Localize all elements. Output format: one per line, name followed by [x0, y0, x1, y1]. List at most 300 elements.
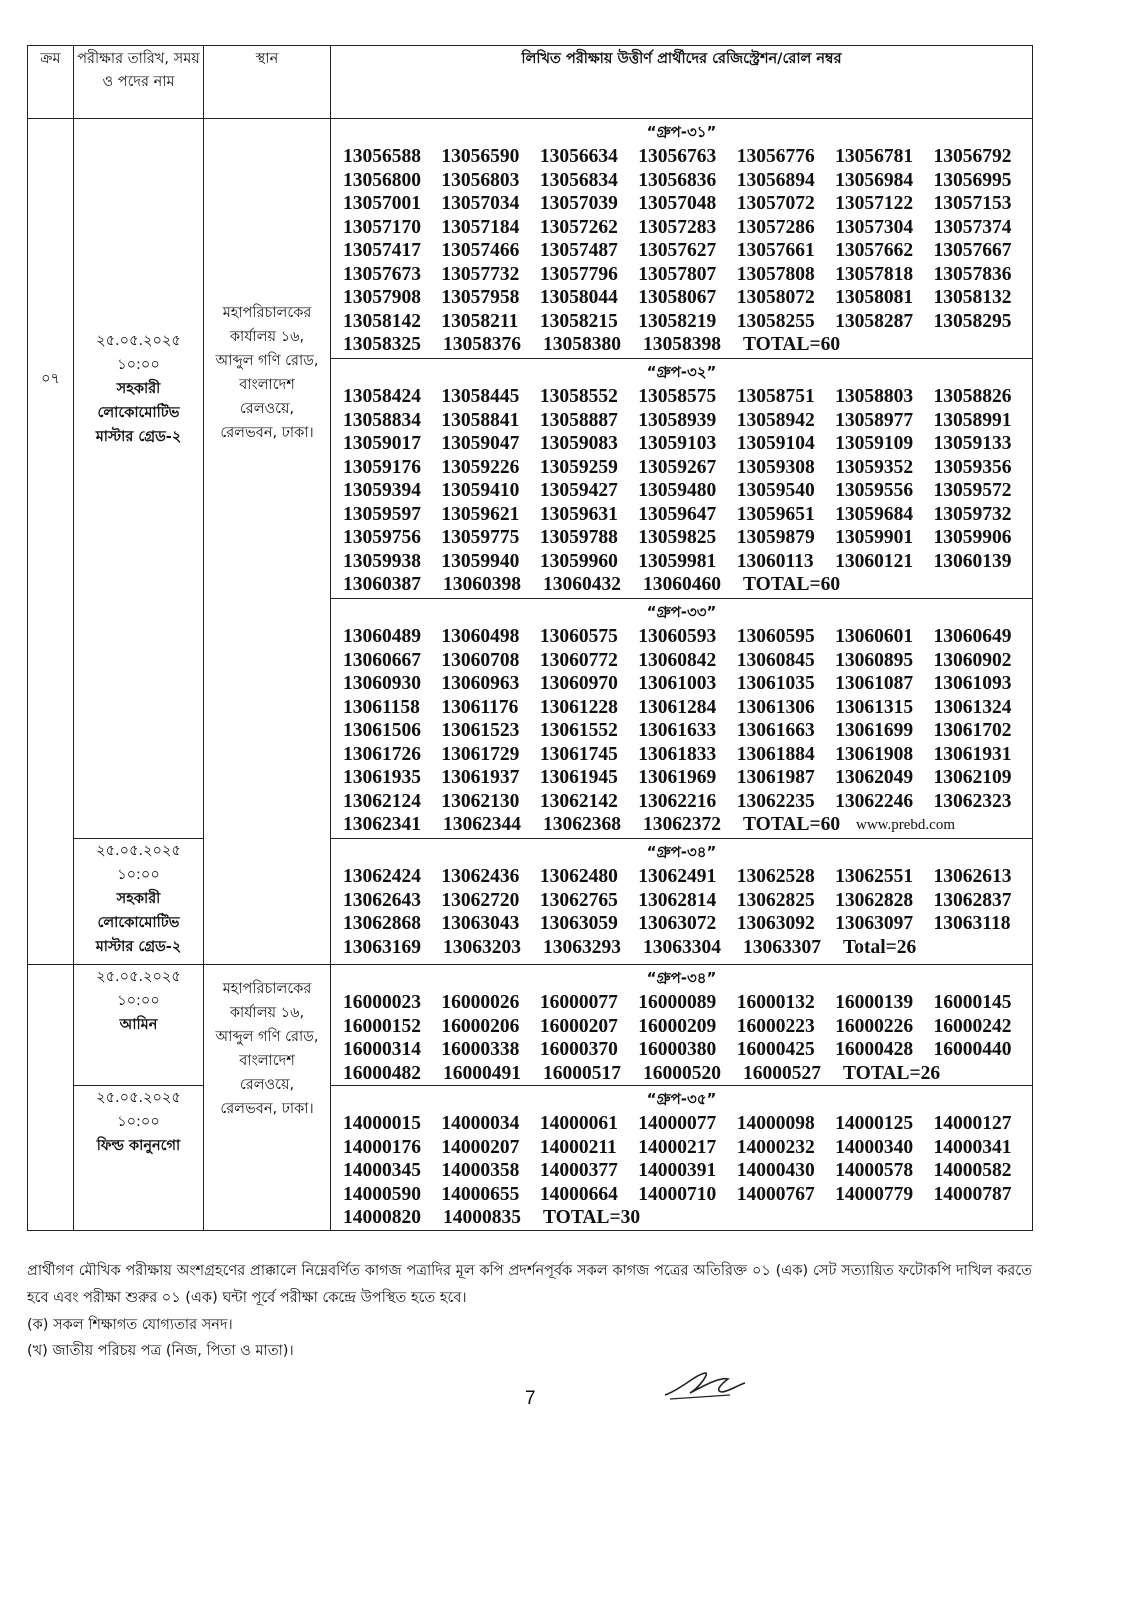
roll-number: 13056763 — [638, 146, 717, 167]
roll-number: 13058072 — [736, 287, 815, 308]
roll-number: 13057661 — [736, 240, 815, 261]
roll-number-list — [331, 385, 1032, 597]
exam-time: ১০:০০ — [117, 1114, 160, 1130]
roll-number: 13061633 — [638, 720, 717, 741]
roll-number: 16000226 — [835, 1015, 914, 1037]
roll-number: 16000425 — [736, 1039, 815, 1060]
roll-number: 13058295 — [933, 310, 1012, 332]
roll-number: 13060601 — [835, 626, 914, 647]
roll-number: 14000061 — [539, 1113, 618, 1134]
roll-number: 13058081 — [835, 287, 914, 308]
roll-number: 13060902 — [933, 649, 1012, 671]
roll-number: 13058841 — [441, 409, 520, 431]
roll-number: 13060593 — [638, 626, 717, 647]
roll-number: 13060845 — [736, 649, 815, 671]
roll-number: 13059356 — [933, 456, 1012, 478]
roll-number: 13061306 — [736, 696, 815, 718]
roll-number-row — [343, 385, 1032, 409]
roll-number-row — [343, 936, 1032, 960]
roll-number: 13056590 — [441, 146, 520, 167]
group-total: TOTAL=26 — [843, 1062, 941, 1084]
roll-number: 13057673 — [343, 263, 421, 285]
roll-number: 14000015 — [343, 1113, 421, 1134]
roll-number: 13061158 — [343, 696, 420, 718]
exam-time: ১০:০০ — [117, 993, 160, 1009]
roll-number-row — [343, 991, 1032, 1015]
venue-cell: মহাপরিচালকের কার্যালয় ১৬, আব্দুল গণি রোড, বাংলাদেশ রেলওয়ে, রেলভবন, ঢাকা। — [204, 965, 331, 1231]
roll-number: 13057796 — [539, 263, 618, 285]
roll-number: 13059651 — [736, 503, 815, 525]
roll-number: 13059732 — [933, 503, 1012, 525]
exam-time: ১০:০০ — [117, 357, 160, 373]
roll-number: 13058942 — [736, 409, 815, 431]
roll-number: 16000242 — [933, 1015, 1012, 1037]
roll-number: 13056634 — [539, 146, 618, 167]
roll-number-row — [343, 432, 1032, 456]
roll-number: 13057807 — [638, 263, 717, 285]
roll-number: 13062765 — [539, 889, 618, 911]
roll-number: 13061035 — [736, 673, 815, 694]
roll-number-row — [343, 286, 1032, 310]
roll-number: 14000340 — [835, 1136, 914, 1158]
post-name: ফিল্ড কানুনগো — [96, 1138, 181, 1154]
roll-number: 13057627 — [638, 240, 717, 261]
roll-number: 13058067 — [638, 287, 717, 308]
roll-number-row — [343, 766, 1032, 790]
roll-number: 13060387 — [343, 574, 421, 595]
roll-number: 13060121 — [835, 550, 914, 572]
roll-number: 13057170 — [343, 216, 421, 238]
roll-number: 16000428 — [835, 1039, 914, 1060]
roll-number: 13059480 — [638, 480, 717, 501]
roll-number: 13061228 — [539, 696, 618, 718]
roll-number: 13063059 — [539, 913, 618, 934]
roll-number: 13057836 — [933, 263, 1012, 285]
roll-number: 13063304 — [643, 936, 721, 958]
results-table — [27, 45, 1033, 1231]
roll-number-row — [343, 1183, 1032, 1207]
roll-number: 13059394 — [343, 480, 421, 501]
group-row — [28, 119, 1033, 359]
group-total: TOTAL=60 — [743, 574, 841, 595]
roll-number: 13060498 — [441, 626, 520, 647]
roll-number: 13061003 — [638, 673, 717, 694]
roll-number: 13062528 — [736, 866, 815, 887]
roll-number: 13056781 — [835, 146, 914, 167]
roll-number: 13058575 — [638, 386, 717, 407]
signature-icon — [660, 1365, 750, 1405]
serial-cell-empty — [28, 965, 74, 1231]
roll-number: 13059788 — [539, 527, 618, 548]
group-total: TOTAL=60 — [743, 334, 841, 355]
roll-number: 13057001 — [343, 193, 421, 214]
roll-number: 13061523 — [441, 720, 520, 741]
roll-number-row — [343, 719, 1032, 743]
roll-number: 13059960 — [539, 550, 618, 572]
roll-number: 13056588 — [343, 146, 421, 167]
roll-number-row — [343, 912, 1032, 936]
roll-number: 13061176 — [441, 696, 519, 718]
roll-number-row — [343, 145, 1032, 169]
roll-number: 13061833 — [638, 743, 717, 765]
roll-number: 13057039 — [539, 193, 618, 214]
roll-number: 13057034 — [441, 193, 520, 214]
roll-number-row — [343, 526, 1032, 550]
post-name: সহকারী লোকোমোটিভ মাস্টার গ্রেড-২ — [95, 381, 182, 445]
footer-item-certificates: (ক) সকল শিক্ষাগত যোগ্যতার সনদ। — [27, 1317, 233, 1333]
roll-number: 13059103 — [638, 433, 717, 454]
group-row — [28, 839, 1033, 965]
roll-number: 13061937 — [441, 767, 520, 788]
group-cell — [331, 119, 1033, 359]
roll-number-list — [331, 1112, 1032, 1230]
roll-number: 13059104 — [736, 433, 815, 454]
roll-number: 16000314 — [343, 1039, 421, 1060]
roll-number: 13062643 — [343, 889, 421, 911]
roll-number: 16000527 — [743, 1062, 821, 1084]
group-row — [28, 965, 1033, 1086]
roll-number: 13059017 — [343, 433, 421, 454]
roll-number: 13060772 — [539, 649, 618, 671]
roll-number: 13062246 — [835, 790, 914, 812]
roll-number: 13059631 — [539, 503, 618, 525]
roll-number: 14000779 — [835, 1183, 914, 1205]
roll-number: 13062130 — [441, 790, 520, 812]
roll-number: 13059226 — [441, 456, 520, 478]
roll-number: 13061726 — [343, 743, 421, 765]
roll-number-row — [343, 1136, 1032, 1160]
roll-number: 13059775 — [441, 527, 520, 548]
roll-number: 13062109 — [933, 767, 1012, 788]
roll-number: 14000341 — [933, 1136, 1012, 1158]
group-cell — [331, 839, 1033, 965]
roll-number-row — [343, 409, 1032, 433]
roll-number-row — [343, 1015, 1032, 1039]
roll-number: 13058991 — [933, 409, 1012, 431]
header-roll-numbers: লিখিত পরীক্ষায় উত্তীর্ণ প্রার্থীদের রেজিস্ট্রেশন/রোল নম্বর — [331, 46, 1033, 119]
roll-number: 13060708 — [441, 649, 520, 671]
roll-number: 13057466 — [441, 240, 520, 261]
group-cell — [331, 359, 1033, 599]
roll-number: 16000206 — [441, 1015, 520, 1037]
roll-number: 13060489 — [343, 626, 421, 647]
roll-number: 13057487 — [539, 240, 618, 261]
roll-number: 13059109 — [835, 433, 914, 454]
roll-number: 16000207 — [539, 1015, 618, 1037]
roll-number: 13058219 — [638, 310, 717, 332]
roll-number: 13058552 — [539, 386, 618, 407]
roll-number: 13058255 — [736, 310, 815, 332]
roll-number: 13056894 — [736, 169, 815, 191]
roll-number: 13059556 — [835, 480, 914, 501]
roll-number: 13061969 — [638, 767, 717, 788]
roll-number-list — [331, 865, 1032, 959]
roll-number: 13058803 — [835, 386, 914, 407]
group-cell — [331, 599, 1033, 839]
roll-number: 13059267 — [638, 456, 717, 478]
roll-number: 14000034 — [441, 1113, 520, 1134]
roll-number: 13058215 — [539, 310, 618, 332]
roll-number: 13061506 — [343, 720, 421, 741]
roll-number-row — [343, 672, 1032, 696]
roll-number-row — [343, 743, 1032, 767]
roll-number: 13059981 — [638, 550, 717, 572]
roll-number: 14000578 — [835, 1160, 914, 1181]
exam-date: ২৫.০৫.২০২৫ — [96, 969, 181, 985]
roll-number: 16000520 — [643, 1062, 721, 1084]
serial-cell: ০৭ — [28, 119, 74, 965]
roll-number-row — [343, 550, 1032, 574]
roll-number: 13063169 — [343, 936, 421, 958]
roll-number: 13062480 — [539, 866, 618, 887]
roll-number: 13059572 — [933, 480, 1012, 501]
roll-number-row — [343, 1206, 1032, 1230]
roll-number-row — [343, 479, 1032, 503]
roll-number: 13057732 — [441, 263, 520, 285]
group-title: “গ্রুপ-৩৫” — [646, 1090, 717, 1108]
roll-number: 13060595 — [736, 626, 815, 647]
roll-number: 13062424 — [343, 866, 421, 887]
roll-number: 13061324 — [933, 696, 1012, 718]
venue-cell: মহাপরিচালকের কার্যালয় ১৬, আব্দুল গণি রোড, বাংলাদেশ রেলওয়ে, রেলভবন, ঢাকা। — [204, 119, 331, 965]
roll-number-list — [331, 991, 1032, 1085]
roll-number: 13058939 — [638, 409, 717, 431]
roll-number: 13061284 — [638, 696, 717, 718]
roll-number: 13059133 — [933, 433, 1012, 454]
roll-number: 14000377 — [539, 1160, 618, 1181]
roll-number: 14000358 — [441, 1160, 520, 1181]
roll-number: 13060842 — [638, 649, 717, 671]
roll-number-row — [343, 503, 1032, 527]
exam-date: ২৫.০৫.২০২৫ — [96, 333, 181, 349]
roll-number: 16000517 — [543, 1062, 621, 1084]
roll-number: 13062613 — [933, 866, 1012, 887]
roll-number: 13057958 — [441, 287, 520, 308]
roll-number: 13059352 — [835, 456, 914, 478]
roll-number: 14000710 — [638, 1183, 717, 1205]
roll-number: 13056995 — [933, 169, 1012, 191]
roll-number: 13063293 — [543, 936, 621, 958]
roll-number: 13057908 — [343, 287, 421, 308]
roll-number: 13062814 — [638, 889, 717, 911]
roll-number: 13062216 — [638, 790, 717, 812]
roll-number: 13060667 — [343, 649, 421, 671]
roll-number: 13063043 — [441, 913, 520, 934]
roll-number: 16000491 — [443, 1062, 521, 1084]
roll-number-row — [343, 333, 1032, 357]
roll-number: 13061315 — [835, 696, 914, 718]
roll-number: 16000440 — [933, 1039, 1012, 1060]
roll-number: 14000430 — [736, 1160, 815, 1181]
roll-number: 13062828 — [835, 889, 914, 911]
roll-number-row — [343, 1038, 1032, 1062]
roll-number: 13061884 — [736, 743, 815, 765]
roll-number-row — [343, 216, 1032, 240]
roll-number: 13061093 — [933, 673, 1012, 694]
roll-number: 13062323 — [933, 790, 1012, 812]
roll-number: 16000023 — [343, 992, 421, 1013]
roll-number: 13056836 — [638, 169, 717, 191]
roll-number: 13057283 — [638, 216, 717, 238]
roll-number: 16000145 — [933, 992, 1012, 1013]
roll-number: 16000380 — [638, 1039, 717, 1060]
roll-number: 13061908 — [835, 743, 914, 765]
roll-number: 13060113 — [736, 550, 814, 572]
group-title: “গ্রুপ-৩৪” — [646, 969, 717, 987]
roll-number: 13060963 — [441, 673, 520, 694]
roll-number: 13062344 — [443, 814, 521, 835]
roll-number: 13057072 — [736, 193, 815, 214]
roll-number: 13058142 — [343, 310, 421, 332]
roll-number: 13059938 — [343, 550, 421, 572]
roll-number: 13059540 — [736, 480, 815, 501]
roll-number: 14000125 — [835, 1113, 914, 1134]
roll-number: 13059427 — [539, 480, 618, 501]
roll-number-row — [343, 239, 1032, 263]
roll-number: 13058887 — [539, 409, 618, 431]
roll-number: 13057667 — [933, 240, 1012, 261]
roll-number: 13059647 — [638, 503, 717, 525]
roll-number: 13058834 — [343, 409, 421, 431]
roll-number: 13059259 — [539, 456, 618, 478]
roll-number: 14000582 — [933, 1160, 1012, 1181]
roll-number: 13057153 — [933, 193, 1012, 214]
roll-number-row — [343, 169, 1032, 193]
roll-number: 16000209 — [638, 1015, 717, 1037]
roll-number: 14000207 — [441, 1136, 520, 1158]
roll-number: 13058977 — [835, 409, 914, 431]
roll-number: 13057417 — [343, 240, 421, 261]
roll-number: 13057184 — [441, 216, 520, 238]
roll-number: 16000132 — [736, 992, 815, 1013]
roll-number: 13061663 — [736, 720, 815, 741]
roll-number: 13057818 — [835, 263, 914, 285]
roll-number: 13060432 — [543, 574, 621, 595]
date-post-cell — [74, 965, 204, 1086]
group-title: “গ্রুপ-৩২” — [646, 363, 717, 381]
roll-number: 14000232 — [736, 1136, 815, 1158]
roll-number: 13062837 — [933, 889, 1012, 911]
roll-number: 13058044 — [539, 287, 618, 308]
group-title: “গ্রুপ-৩৩” — [646, 603, 717, 621]
roll-number: 13059176 — [343, 456, 421, 478]
roll-number: 13058380 — [543, 334, 621, 355]
roll-number: 13056803 — [441, 169, 520, 191]
roll-number: 13057304 — [835, 216, 914, 238]
roll-number: 13061702 — [933, 720, 1012, 741]
exam-date: ২৫.০৫.২০২৫ — [96, 843, 181, 859]
roll-number: 13059047 — [441, 433, 520, 454]
roll-number: 13059879 — [736, 527, 815, 548]
roll-number: 13063097 — [835, 913, 914, 934]
roll-number: 13062341 — [343, 814, 421, 835]
roll-number: 13059825 — [638, 527, 717, 548]
roll-number: 13059684 — [835, 503, 914, 525]
roll-number: 14000098 — [736, 1113, 815, 1134]
roll-number: 13061087 — [835, 673, 914, 694]
roll-number: 13060139 — [933, 550, 1012, 572]
roll-number: 14000820 — [343, 1207, 421, 1228]
roll-number-row — [343, 456, 1032, 480]
exam-date: ২৫.০৫.২০২৫ — [96, 1090, 181, 1106]
roll-number: 14000590 — [343, 1183, 421, 1205]
roll-number: 13057662 — [835, 240, 914, 261]
header-row — [28, 46, 1033, 119]
roll-number: 13056792 — [933, 146, 1012, 167]
group-total: Total=26 — [843, 936, 917, 958]
roll-number: 13060930 — [343, 673, 421, 694]
roll-number: 13058826 — [933, 386, 1012, 407]
footer-paragraph: প্রার্থীগণ মৌখিক পরীক্ষায় অংশগ্রহণের প্রাক্কালে নিম্নেবর্ণিত কাগজ পত্রাদির মূল কপি প্রদর্শনপূর্বক সকল কাগজ পত্রের অতিরিক্ত ০১ (এক) সেট সত্যায়িত ফটোকপি দাখিল করতে হবে এবং পরীক্ষা শুরুর ০১ (এক) ঘন্টা পূর্বে পরীক্ষা কেন্দ্রে উপস্থিত হতে হবে। — [27, 1263, 1032, 1306]
roll-number: 13058287 — [835, 310, 914, 332]
roll-number: 14000345 — [343, 1160, 421, 1181]
roll-number: 14000391 — [638, 1160, 717, 1181]
roll-number-row — [343, 192, 1032, 216]
roll-number: 13061745 — [539, 743, 618, 765]
roll-number: 13057808 — [736, 263, 815, 285]
roll-number: 13057286 — [736, 216, 815, 238]
roll-number: 16000152 — [343, 1015, 421, 1037]
roll-number: 16000089 — [638, 992, 717, 1013]
roll-number: 13062551 — [835, 866, 914, 887]
roll-number: 13063072 — [638, 913, 717, 934]
roll-number-row — [343, 310, 1032, 334]
roll-number: 13060575 — [539, 626, 618, 647]
roll-number: 13059308 — [736, 456, 815, 478]
exam-time: ১০:০০ — [117, 867, 160, 883]
roll-number: 13060970 — [539, 673, 618, 694]
roll-number: 13060895 — [835, 649, 914, 671]
group-cell — [331, 1086, 1033, 1231]
roll-number: 13062124 — [343, 790, 421, 812]
roll-number: 14000127 — [933, 1113, 1012, 1134]
roll-number: 13062368 — [543, 814, 621, 835]
roll-number: 16000026 — [441, 992, 520, 1013]
group-row — [28, 1086, 1033, 1231]
roll-number: 16000370 — [539, 1039, 618, 1060]
roll-number: 13063092 — [736, 913, 815, 934]
roll-number: 13059940 — [441, 550, 520, 572]
roll-number-row — [343, 889, 1032, 913]
header-serial: ক্রম — [28, 46, 74, 119]
roll-number: 13062825 — [736, 889, 815, 911]
roll-number: 13056776 — [736, 146, 815, 167]
roll-number-row — [343, 649, 1032, 673]
roll-number: 14000787 — [933, 1183, 1012, 1205]
roll-number: 13059597 — [343, 503, 421, 525]
roll-number: 14000835 — [443, 1207, 521, 1228]
date-post-cell — [74, 1086, 204, 1231]
roll-number: 14000767 — [736, 1183, 815, 1205]
date-post-cell — [74, 839, 204, 965]
roll-number: 13061945 — [539, 767, 618, 788]
roll-number: 13060398 — [443, 574, 521, 595]
roll-number: 13060649 — [933, 626, 1012, 647]
roll-number: 13061699 — [835, 720, 914, 741]
roll-number: 16000223 — [736, 1015, 815, 1037]
roll-number: 16000338 — [441, 1039, 520, 1060]
roll-number: 13056800 — [343, 169, 421, 191]
page-number: 7 — [525, 1388, 536, 1409]
roll-number: 13057374 — [933, 216, 1012, 238]
roll-number: 14000217 — [638, 1136, 717, 1158]
header-venue: স্থান — [204, 46, 331, 119]
roll-number: 14000211 — [539, 1136, 617, 1158]
post-name: আমিন — [119, 1017, 158, 1033]
roll-number-row — [343, 865, 1032, 889]
date-post-cell — [74, 119, 204, 839]
group-title: “গ্রুপ-৩৪” — [646, 843, 717, 861]
